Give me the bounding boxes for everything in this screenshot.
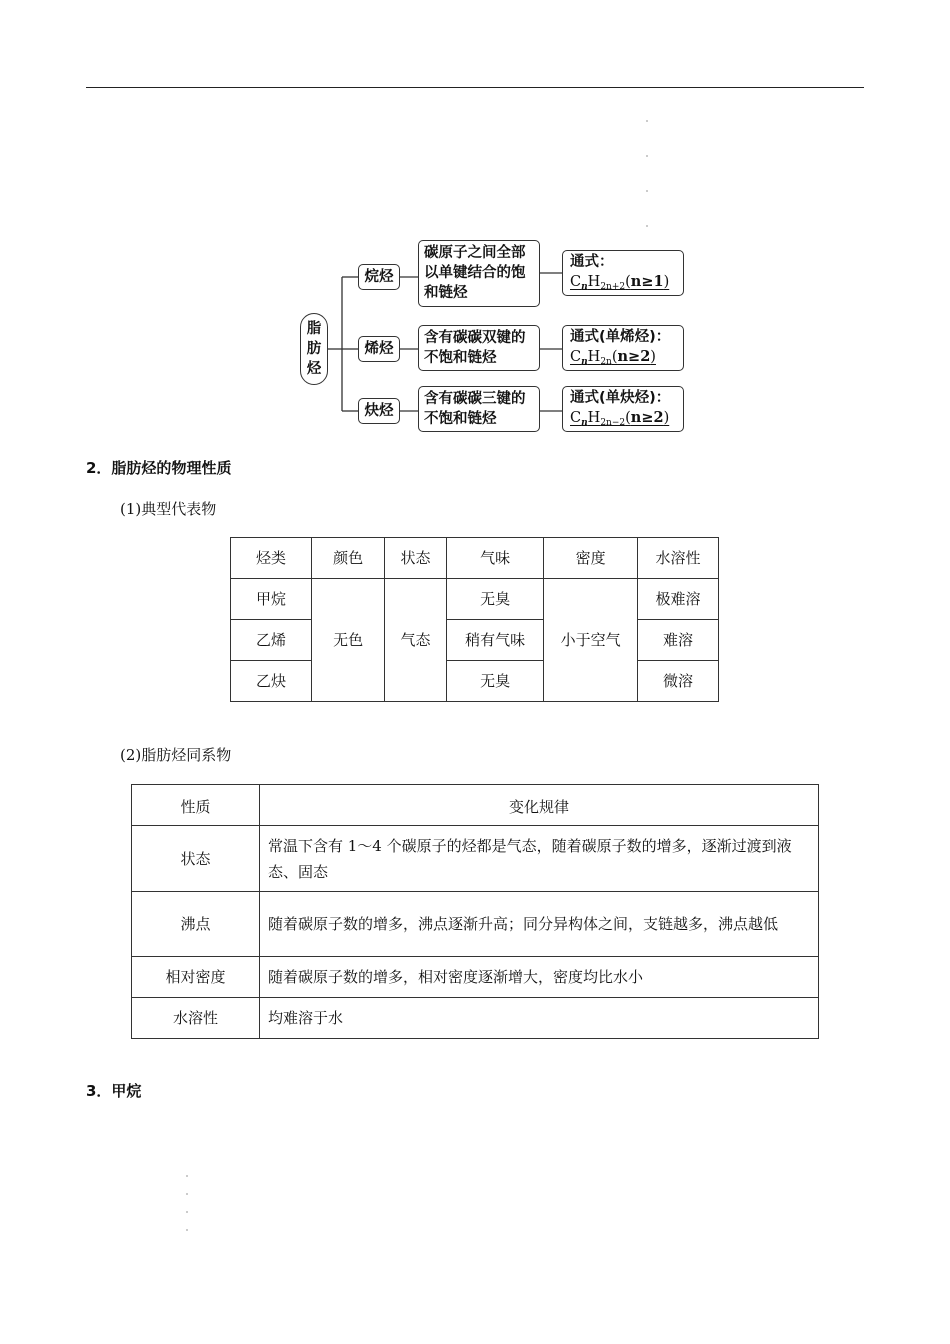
table-cell: 常温下含有 1～4 个碳原子的烃都是气态，随着碳原子数的增多，逐渐过渡到液态、固态 xyxy=(260,826,819,892)
diagram-node-alkene xyxy=(358,336,400,362)
table-cell: 甲烷 xyxy=(231,579,312,620)
table-header: 气味 xyxy=(446,538,543,579)
subsection-heading: (1)典型代表物 xyxy=(120,500,217,518)
table-cell: 小于空气 xyxy=(544,579,638,702)
diagram-root-aliphatic-hydrocarbon xyxy=(300,313,328,385)
table-header: 变化规律 xyxy=(260,785,819,826)
table-row xyxy=(231,661,719,702)
table-cell: 水溶性 xyxy=(132,998,260,1039)
table-cell: 状态 xyxy=(132,826,260,892)
table-header: 烃类 xyxy=(231,538,312,579)
header-rule xyxy=(86,87,864,88)
desc-line: 不饱和链烃 xyxy=(424,411,497,427)
formula-expression: $C_nH_{2n+2}(n\ge 1)$ xyxy=(570,273,670,292)
desc-line: 以单键结合的饱 xyxy=(424,265,526,281)
formula-expression: $C_nH_{2n-2}(n\ge 2)$ xyxy=(570,409,670,428)
stray-dot xyxy=(646,225,648,227)
table-row xyxy=(132,892,819,957)
root-char: 肪 xyxy=(306,341,322,357)
table-header-row xyxy=(231,538,719,579)
formula-title: 通式(单炔烃)： xyxy=(570,390,671,406)
table-cell: 难溶 xyxy=(637,620,718,661)
kind-label: 炔烃 xyxy=(364,403,394,419)
formula-title: 通式(单烯烃)： xyxy=(570,329,671,345)
table-header: 水溶性 xyxy=(637,538,718,579)
root-char: 烃 xyxy=(306,361,322,377)
table-cell: 沸点 xyxy=(132,892,260,957)
table-cell: 微溶 xyxy=(637,661,718,702)
table-cell: 均难溶于水 xyxy=(260,998,819,1039)
stray-dot xyxy=(646,190,648,192)
table-cell: 随着碳原子数的增多，沸点逐渐升高；同分异构体之间，支链越多，沸点越低 xyxy=(260,892,819,957)
representative-hydrocarbons-table xyxy=(230,537,719,702)
table-header-row xyxy=(132,785,819,826)
kind-label: 烯烃 xyxy=(364,341,394,357)
formula-expression: $C_nH_{2n}(n\ge 2)$ xyxy=(570,348,656,367)
section-heading: 3．甲烷 xyxy=(86,1082,142,1100)
stray-dot xyxy=(186,1175,188,1177)
stray-dot xyxy=(186,1229,188,1231)
diagram-desc-alkene xyxy=(418,325,540,371)
table-cell: 无色 xyxy=(312,579,385,702)
table-header: 性质 xyxy=(132,785,260,826)
table-cell: 乙炔 xyxy=(231,661,312,702)
diagram-formula-alkane xyxy=(562,250,684,296)
stray-dot xyxy=(186,1193,188,1195)
stray-dot xyxy=(186,1211,188,1213)
diagram-desc-alkyne xyxy=(418,386,540,432)
diagram-formula-alkyne xyxy=(562,386,684,432)
table-cell: 随着碳原子数的增多，相对密度逐渐增大，密度均比水小 xyxy=(260,957,819,998)
table-cell: 气态 xyxy=(385,579,447,702)
table-cell: 无臭 xyxy=(446,661,543,702)
kind-label: 烷烃 xyxy=(364,269,394,285)
table-row xyxy=(132,826,819,892)
desc-line: 和链烃 xyxy=(424,285,468,301)
diagram-formula-alkene xyxy=(562,325,684,371)
stray-dot xyxy=(646,155,648,157)
table-cell: 极难溶 xyxy=(637,579,718,620)
table-cell: 相对密度 xyxy=(132,957,260,998)
section-heading: 2．脂肪烃的物理性质 xyxy=(86,459,232,477)
table-header: 密度 xyxy=(544,538,638,579)
table-row xyxy=(231,579,719,620)
formula-title: 通式： xyxy=(570,254,614,270)
homologous-series-table xyxy=(131,784,819,1039)
desc-line: 不饱和链烃 xyxy=(424,350,497,366)
table-header: 状态 xyxy=(385,538,447,579)
diagram-desc-alkane xyxy=(418,240,540,307)
table-row xyxy=(231,620,719,661)
diagram-node-alkane xyxy=(358,264,400,290)
aliphatic-hydrocarbon-diagram xyxy=(290,240,690,435)
subsection-heading: (2)脂肪烃同系物 xyxy=(120,746,232,764)
root-char: 脂 xyxy=(306,321,322,337)
table-cell: 稍有气味 xyxy=(446,620,543,661)
table-row xyxy=(132,957,819,998)
table-row xyxy=(132,998,819,1039)
desc-line: 含有碳碳双键的 xyxy=(424,330,526,346)
stray-dot xyxy=(646,120,648,122)
table-header: 颜色 xyxy=(312,538,385,579)
desc-line: 含有碳碳三键的 xyxy=(424,391,526,407)
desc-line: 碳原子之间全部 xyxy=(424,245,526,261)
table-cell: 无臭 xyxy=(446,579,543,620)
diagram-node-alkyne xyxy=(358,398,400,424)
table-cell: 乙烯 xyxy=(231,620,312,661)
